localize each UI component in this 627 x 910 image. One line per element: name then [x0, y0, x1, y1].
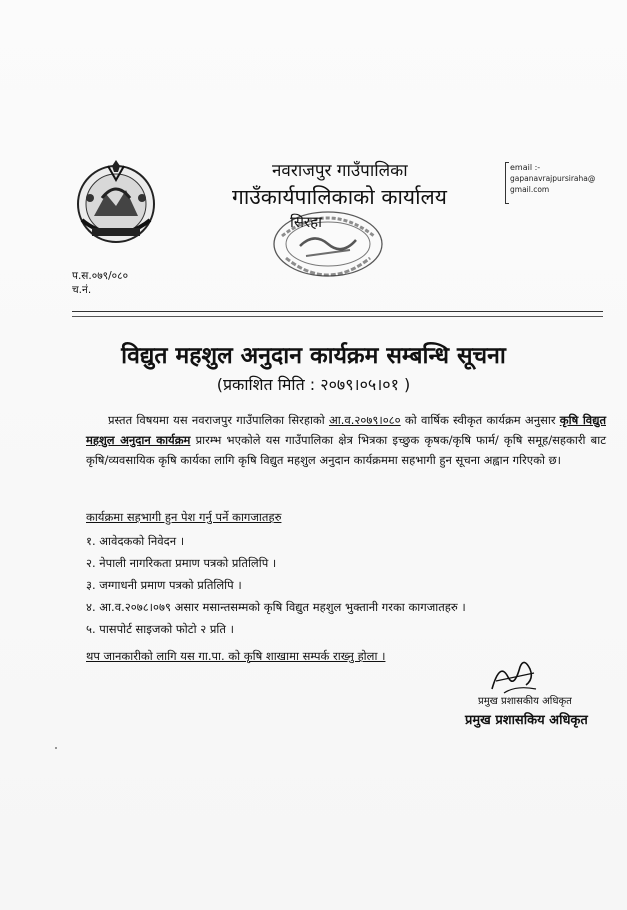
- document-item: ४. आ.व.२०७८।०७९ असार मसान्तसम्मको कृषि विद्युत महशुल भुक्तानी गरका कागजातहरु ।: [86, 600, 466, 614]
- handwritten-signature: [486, 655, 540, 697]
- signer-designation: प्रमुख प्रशासकीय अधिकृत: [478, 696, 572, 707]
- document-item: १. आवेदकको निवेदन ।: [86, 534, 185, 548]
- government-emblem-logo: [72, 158, 160, 246]
- dispatch-number: च.नं.: [72, 284, 92, 296]
- office-name: नवराजपुर गाउँपालिका: [272, 161, 408, 181]
- fiscal-year-ref: प.स.०७९/०८०: [72, 270, 129, 282]
- email-value-line-1: gapanavrajpursiraha@: [510, 174, 596, 183]
- closing-note: थप जानकारीको लागि यस गा.पा. को कृषि शाखामा सम्पर्क राख्नु होला ।: [86, 649, 386, 663]
- body-text-part-2: को वार्षिक स्वीकृत कार्यक्रम अनुसार: [400, 413, 560, 427]
- document-item: ५. पासपोर्ट साइजको फोटो २ प्रति ।: [86, 622, 234, 636]
- notice-body: [86, 410, 606, 470]
- office-location: सिरहा: [290, 213, 323, 231]
- header-divider: [72, 311, 603, 312]
- reference-block: [72, 269, 128, 297]
- body-program-name: कृषि विद्युत महशुल अनुदान कार्यक्रम: [86, 413, 606, 447]
- document-item: २. नेपाली नागरिकता प्रमाण पत्रको प्रतिलिपि ।: [86, 556, 277, 570]
- signer-designation-stamp: प्रमुख प्रशासकिय अधिकृत: [465, 713, 588, 728]
- contact-info: [510, 162, 606, 202]
- scan-speck: [55, 747, 57, 749]
- documents-list: [86, 530, 466, 640]
- documents-heading: कार्यक्रमा सहभागी हुन पेश गर्नु पर्ने कागजातहरु: [86, 510, 282, 524]
- header-divider-secondary: [72, 316, 603, 317]
- email-value-line-2: gmail.com: [510, 185, 550, 194]
- body-text-part-1: प्रस्तत विषयमा यस नवराजपुर गाउँपालिका सिरहाको: [108, 413, 329, 427]
- contact-bracket: [505, 162, 509, 204]
- document-item: ३. जग्गाधनी प्रमाण पत्रको प्रतिलिपि ।: [86, 578, 242, 592]
- office-title: गाउँकार्यपालिकाको कार्यालय: [232, 185, 447, 209]
- office-rubber-stamp: [268, 206, 388, 284]
- notice-title: विद्युत महशुल अनुदान कार्यक्रम सम्बन्धि सूचना: [121, 343, 506, 369]
- published-date: (प्रकाशित मिति : २०७९।०५।०१ ): [216, 375, 411, 394]
- body-text-part-3: प्रारम्भ भएकोले यस गाउँपालिका क्षेत्र भित्रका इच्छुक कृषक/कृषि फार्म/ कृषि समूह/सहकारी बाट कृषि/व्यवसायिक कृषि कार्यका लागि कृषि विद्युत महशुल अनुदान कार्यक्रममा सहभागी हुन सूचना अह्वान गरिएको छ।: [86, 433, 606, 467]
- email-label: email :-: [510, 163, 541, 172]
- body-fiscal-year: आ.व.२०७९।०८०: [328, 413, 401, 427]
